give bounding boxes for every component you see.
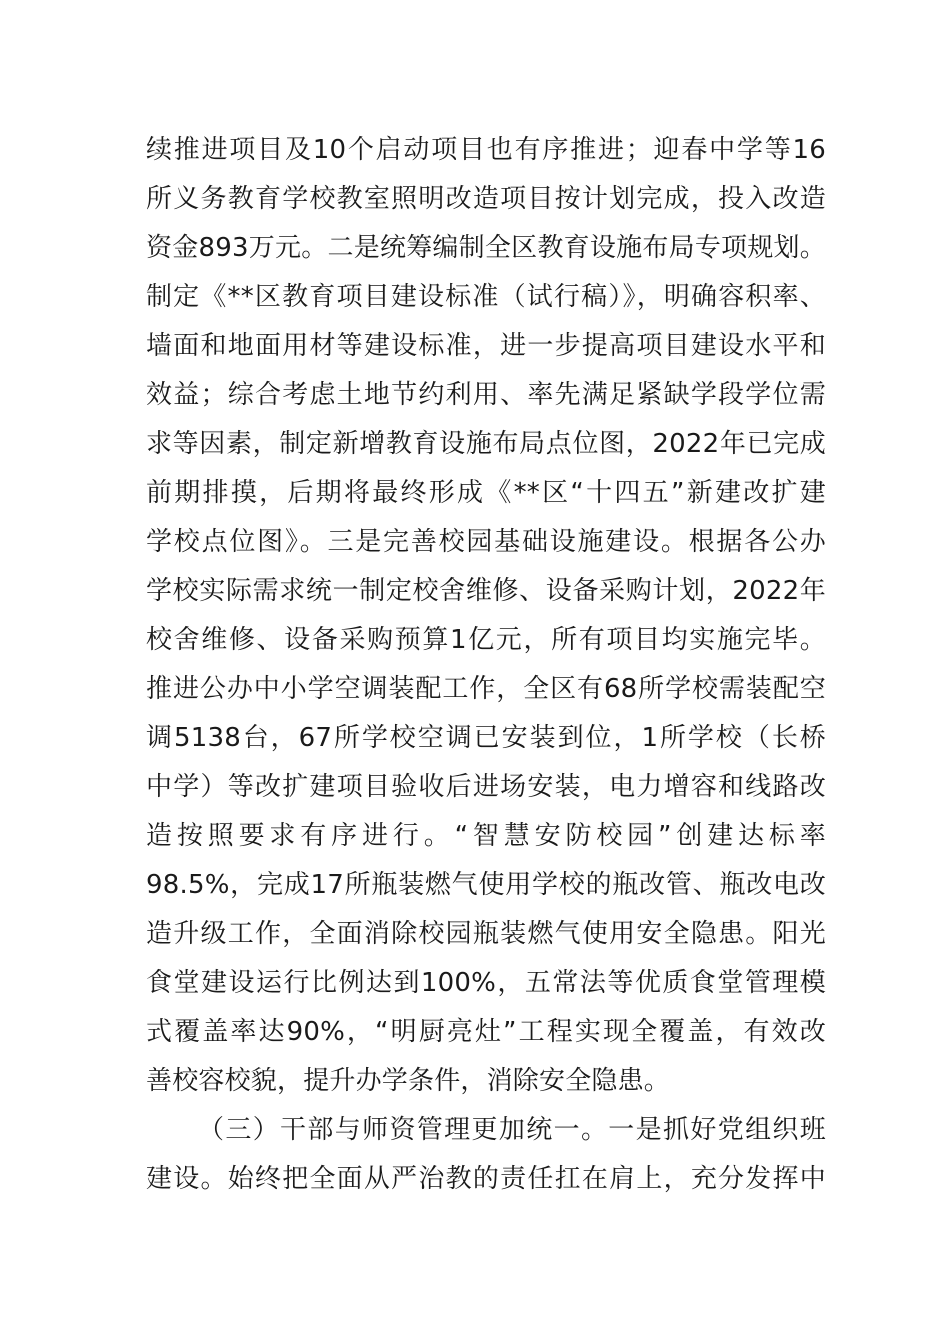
text-line-15: 造按照要求有序进行。“智慧安防校园”创建达标率 bbox=[146, 821, 826, 851]
text-line-16: 98.5%，完成17所瓶装燃气使用学校的瓶改管、瓶改电改 bbox=[146, 870, 826, 900]
section-heading-line: （三）干部与师资管理更加统一。一是抓好党组织班 bbox=[198, 1115, 826, 1145]
text-line-6: 效益；综合考虑土地节约利用、率先满足紧缺学段学位需 bbox=[146, 380, 826, 410]
text-line-13: 调5138台，67所学校空调已安装到位，1所学校（长桥 bbox=[146, 723, 826, 753]
text-line-14: 中学）等改扩建项目验收后进场安装，电力增容和线路改 bbox=[146, 772, 826, 802]
text-line-1: 续推进项目及10个启动项目也有序推进；迎春中学等16 bbox=[146, 135, 826, 165]
text-line-22: 建设。始终把全面从严治教的责任扛在肩上，充分发挥中 bbox=[146, 1164, 826, 1194]
text-line-8: 前期排摸，后期将最终形成《**区“十四五”新建改扩建 bbox=[146, 478, 826, 508]
body-text bbox=[146, 124, 826, 1202]
text-line-3: 资金893万元。二是统筹编制全区教育设施布局专项规划。 bbox=[146, 233, 826, 263]
text-line-17: 造升级工作，全面消除校园瓶装燃气使用安全隐患。阳光 bbox=[146, 919, 826, 949]
text-line-4: 制定《**区教育项目建设标准（试行稿）》，明确容积率、 bbox=[146, 282, 826, 312]
text-line-11: 校舍维修、设备采购预算1亿元，所有项目均实施完毕。 bbox=[146, 625, 826, 655]
text-line-12: 推进公办中小学空调装配工作，全区有68所学校需装配空 bbox=[146, 674, 826, 704]
text-line-18: 食堂建设运行比例达到100%，五常法等优质食堂管理模 bbox=[146, 968, 826, 998]
text-line-19: 式覆盖率达90%，“明厨亮灶”工程实现全覆盖，有效改 bbox=[146, 1017, 826, 1047]
text-line-2: 所义务教育学校教室照明改造项目按计划完成，投入改造 bbox=[146, 184, 826, 214]
text-line-10: 学校实际需求统一制定校舍维修、设备采购计划，2022年 bbox=[146, 576, 826, 606]
text-line-7: 求等因素，制定新增教育设施布局点位图，2022年已完成 bbox=[146, 429, 826, 459]
text-line-9: 学校点位图》。三是完善校园基础设施建设。根据各公办 bbox=[146, 527, 826, 557]
text-line-20: 善校容校貌，提升办学条件，消除安全隐患。 bbox=[146, 1066, 671, 1096]
text-line-5: 墙面和地面用材等建设标准，进一步提高项目建设水平和 bbox=[146, 331, 826, 361]
